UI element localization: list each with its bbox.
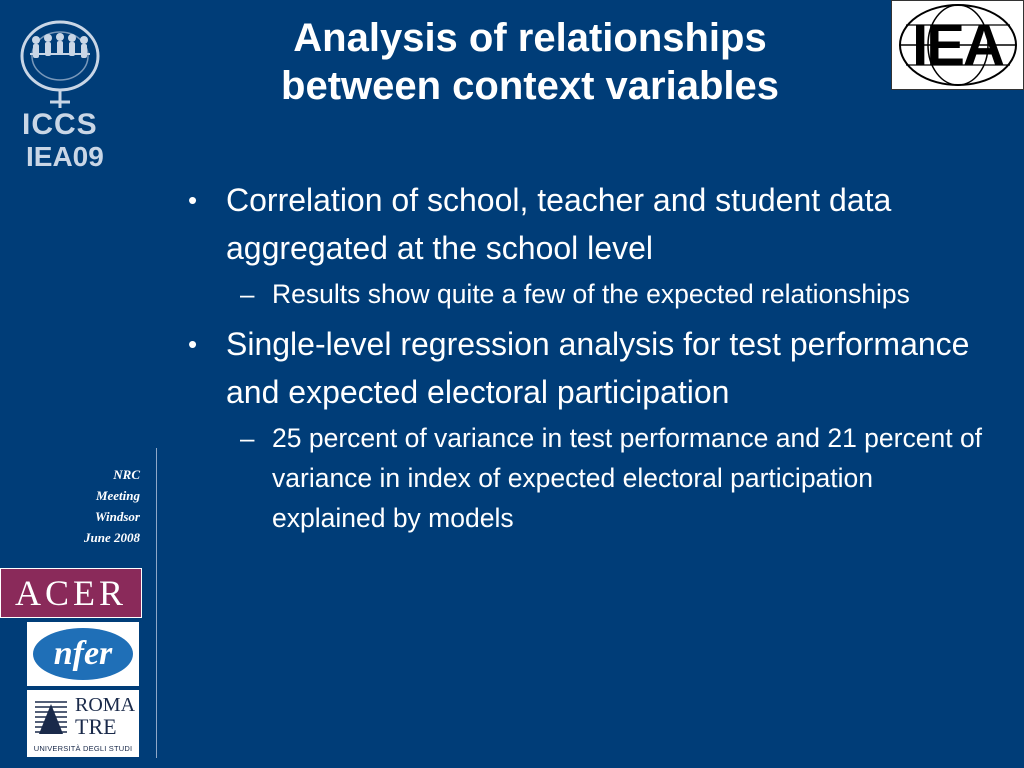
iea-logo xyxy=(891,0,1024,90)
bullet-item xyxy=(186,176,986,272)
acer-logo xyxy=(0,568,142,618)
bullet-text: Single-level regression analysis for test performance and expected electoral participation xyxy=(226,326,970,410)
sidebar-divider xyxy=(156,448,157,758)
title-line-2: between context variables xyxy=(281,64,779,108)
iea09-logo-text: IEA09 xyxy=(26,141,104,172)
meeting-note-line-1: NRC xyxy=(113,467,140,482)
roma-tre-emblem-icon xyxy=(33,698,69,738)
title-line-1: Analysis of relationships xyxy=(293,16,767,60)
meeting-note xyxy=(10,464,140,548)
slide-title xyxy=(180,14,880,110)
meeting-note-line-3: Windsor xyxy=(94,509,140,524)
nfer-oval xyxy=(33,628,133,680)
roma-tre-line-1: ROMA xyxy=(75,694,136,716)
bullet-text: Correlation of school, teacher and student data aggregated at the school level xyxy=(226,182,892,266)
slide-content xyxy=(186,176,986,544)
meeting-note-line-2: Meeting xyxy=(95,488,140,503)
acer-logo-text: ACER xyxy=(14,573,127,613)
roma-tre-logo xyxy=(27,690,139,757)
iccs-people-globe-icon xyxy=(8,10,108,110)
dash-icon: – xyxy=(240,423,255,453)
roma-tre-line-3: UNIVERSITÀ DEGLI STUDI xyxy=(33,744,133,753)
roma-tre-line-2: TRE xyxy=(75,714,117,739)
sub-bullet-item xyxy=(186,418,986,538)
nfer-logo xyxy=(27,622,139,686)
sub-bullet-item xyxy=(186,274,986,314)
bullet-item xyxy=(186,320,986,416)
meeting-note-line-4: June 2008 xyxy=(84,530,140,545)
nfer-logo-text: nfer xyxy=(53,635,113,672)
iea-logo-text: IEA xyxy=(912,12,1003,78)
bullet-dot-icon: • xyxy=(188,329,198,359)
iccs-logo-text: ICCS xyxy=(22,108,98,141)
sub-bullet-text: Results show quite a few of the expected relationships xyxy=(272,279,910,309)
dash-icon: – xyxy=(240,279,255,309)
iccs-logo xyxy=(8,10,108,170)
bullet-dot-icon: • xyxy=(188,185,198,215)
sub-bullet-text: 25 percent of variance in test performance and 21 percent of variance in index of expected electoral participation explained by models xyxy=(272,423,983,533)
